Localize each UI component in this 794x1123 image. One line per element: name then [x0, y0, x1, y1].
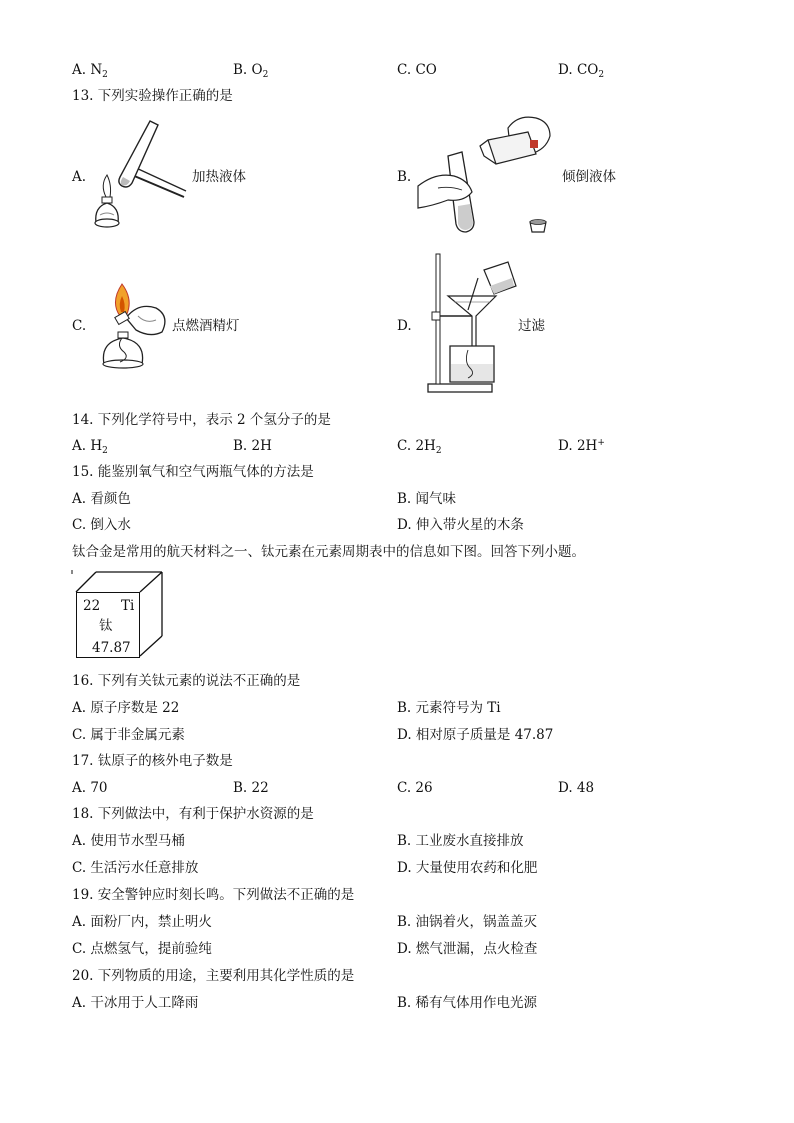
q17-option-d: D. 48	[558, 780, 595, 796]
q13-option-c-label: C.	[72, 318, 87, 334]
q12-option-a: A. $N_2$	[72, 62, 108, 80]
q13-option-c-caption: 点燃酒精灯	[172, 318, 240, 334]
q17-option-b: B. 22	[233, 780, 269, 796]
q13-option-a-label: A.	[72, 169, 87, 185]
atomic-number: 22	[83, 598, 101, 614]
q19-stem: 19. 安全警钟应时刻长鸣。下列做法不正确的是	[72, 887, 355, 903]
q18-option-d: D. 大量使用农药和化肥	[397, 860, 538, 876]
q16-option-d: D. 相对原子质量是 47.87	[397, 727, 554, 743]
q15-option-a: A. 看颜色	[72, 491, 131, 507]
q20-option-b: B. 稀有气体用作电光源	[397, 995, 538, 1011]
heating-liquid-illustration	[92, 117, 192, 233]
q19-option-c: C. 点燃氢气，提前验纯	[72, 941, 212, 957]
q19-option-d: D. 燃气泄漏，点火检查	[397, 941, 538, 957]
q19-option-a: A. 面粉厂内，禁止明火	[72, 914, 212, 930]
q13-option-d-label: D.	[397, 318, 412, 334]
q13-option-b-caption: 倾倒液体	[562, 169, 616, 185]
titanium-intro: 钛合金是常用的航天材料之一、钛元素在元素周期表中的信息如下图。回答下列小题。	[72, 544, 585, 560]
q13-option-b-label: B.	[397, 169, 412, 185]
q16-option-c: C. 属于非金属元素	[72, 727, 185, 743]
atomic-mass: 47.87	[92, 640, 131, 656]
q15-option-c: C. 倒入水	[72, 517, 131, 533]
lighting-alcohol-lamp-illustration	[90, 280, 174, 370]
q15-option-d: D. 伸入带火星的木条	[397, 517, 524, 533]
q16-stem: 16. 下列有关钛元素的说法不正确的是	[72, 673, 301, 689]
q17-stem: 17. 钛原子的核外电子数是	[72, 753, 233, 769]
q13-stem: 13. 下列实验操作正确的是	[72, 88, 233, 104]
element-symbol: Ti	[121, 598, 135, 614]
q14-option-b: B. 2H	[233, 438, 272, 454]
filtration-illustration	[424, 250, 524, 396]
q20-option-a: A. 干冰用于人工降雨	[72, 995, 199, 1011]
q14-option-a: A. $H_2$	[72, 438, 108, 456]
q13-option-d-caption: 过滤	[518, 318, 545, 334]
q18-option-a: A. 使用节水型马桶	[72, 833, 185, 849]
q15-option-b: B. 闻气味	[397, 491, 457, 507]
q16-option-a: A. 原子序数是 22	[72, 700, 180, 716]
pouring-liquid-illustration	[418, 110, 558, 242]
q17-option-c: C. 26	[397, 780, 433, 796]
q12-option-d: D. $CO_2$	[558, 62, 605, 80]
q12-option-c: C. CO	[397, 62, 437, 78]
q14-stem: 14. 下列化学符号中，表示 2 个氢分子的是	[72, 412, 331, 428]
element-name: 钛	[99, 618, 113, 634]
element-cell	[76, 592, 140, 658]
q20-stem: 20. 下列物质的用途，主要利用其化学性质的是	[72, 968, 355, 984]
q18-stem: 18. 下列做法中，有利于保护水资源的是	[72, 806, 314, 822]
q13-option-a-caption: 加热液体	[192, 169, 246, 185]
q14-option-d: D. 2H+	[558, 438, 605, 454]
q17-option-a: A. 70	[72, 780, 108, 796]
q15-stem: 15. 能鉴别氧气和空气两瓶气体的方法是	[72, 464, 314, 480]
q19-option-b: B. 油锅着火，锅盖盖灭	[397, 914, 538, 930]
q16-option-b: B. 元素符号为 Ti	[397, 700, 501, 716]
q18-option-b: B. 工业废水直接排放	[397, 833, 524, 849]
q14-option-c: C. $2H_2$	[397, 438, 442, 456]
q12-option-b: B. $O_2$	[233, 62, 269, 80]
q18-option-c: C. 生活污水任意排放	[72, 860, 199, 876]
